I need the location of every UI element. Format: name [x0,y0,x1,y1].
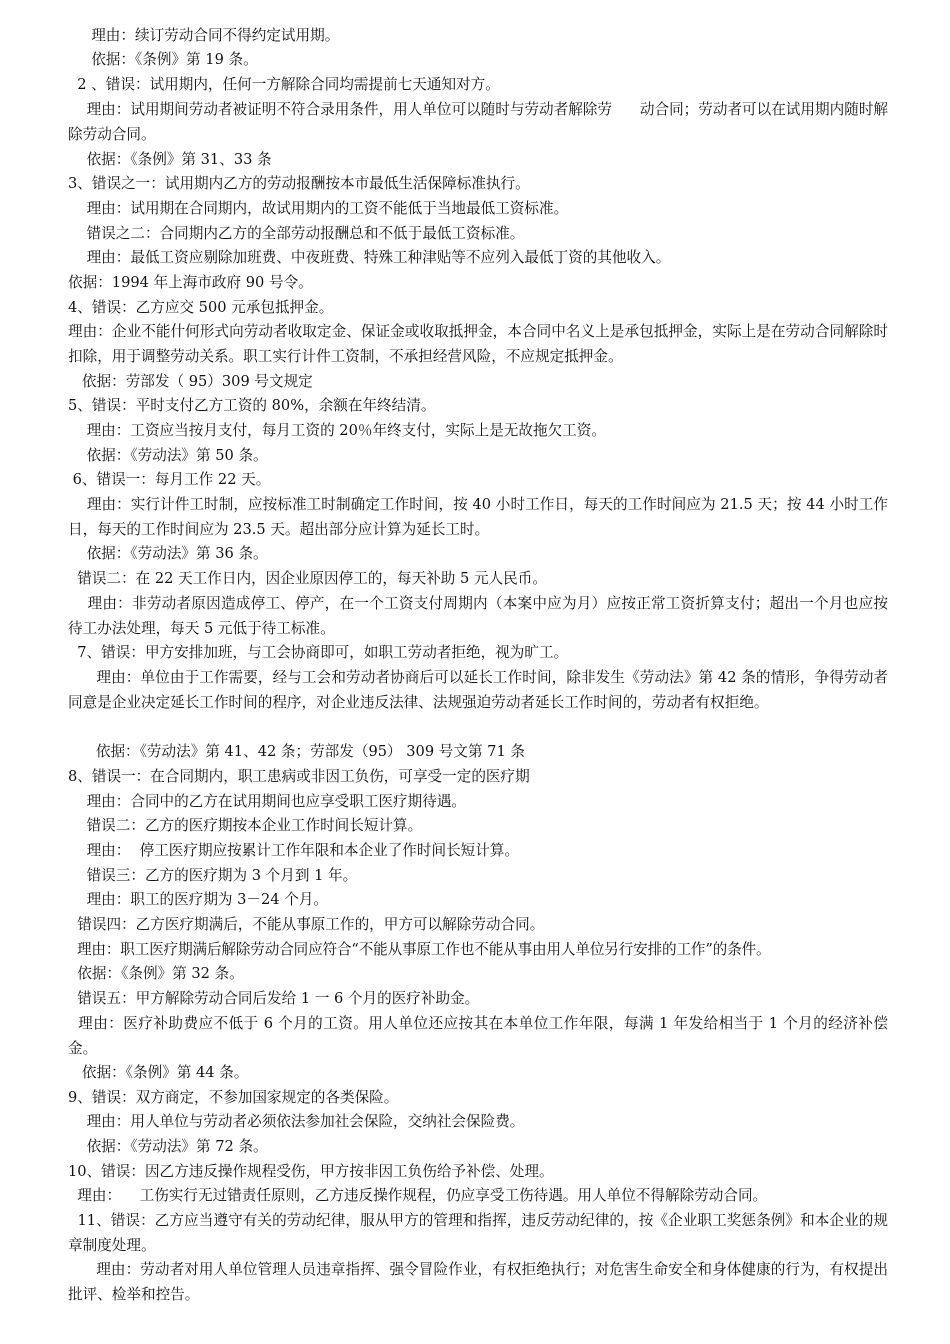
text-line: 6、错误一：每月工作 22 天。 [68,471,271,488]
text-line: 10、错误：因乙方违反操作规程受伤，甲方按非因工负伤给予补偿、处理。 [68,1163,554,1180]
text-line: 理由：劳动者对用人单位管理人员违章指挥、强令冒险作业，有权拒绝执行；对危害生命安全和身体健康的行为，有权提出批评、检举和控告。 [68,1261,888,1303]
text-line: 错误之二：合同期内乙方的全部劳动报酬总和不低于最低工资标准。 [68,225,525,242]
text-line: 5、错误：平时支付乙方工资的 80%，余额在年终结清。 [68,397,436,414]
text-line: 依据：《条例》第 31、33 条 [68,151,272,168]
text-line: 依据：《劳动法》第 41、42 条；劳部发（95） 309 号文第 71 条 [68,743,525,760]
text-line: 依据：1994 年上海市政府 90 号令。 [68,274,313,291]
text-line: 4、错误：乙方应交 500 元承包抵押金。 [68,299,334,316]
text-line: 理由：工资应当按月支付，每月工资的 20％年终支付，实际上是无故拖欠工资。 [68,422,606,439]
text-line: 11、错误：乙方应当遵守有关的劳动纪律，服从甲方的管理和指挥，违反劳动纪律的，按《企业职工奖惩条例》和本企业的规章制度处理。 [68,1212,889,1254]
text-line: 理由：续订劳动合同不得约定试用期。 [68,27,340,44]
text-line: 理由：最低工资应剔除加班费、中夜班费、特殊工种津贴等不应列入最低丁资的其他收入。 [68,249,671,266]
text-line: 错误五：甲方解除劳动合同后发给 1 一 6 个月的医疗补助金。 [68,990,480,1007]
text-line: 理由：非劳动者原因造成停工、停产，在一个工资支付周期内（本案中应为月）应按正常工资折算支付；超出一个月也应按待工办法处理，每天 5 元低于待工标准。 [68,595,888,637]
text-line: 8、错误一：在合同期内，职工患病或非因工负伤，可享受一定的医疗期 [68,768,530,785]
text-line: 依据：劳部发（ 95）309 号文规定 [68,373,313,390]
text-line: 9、错误：双方商定，不参加国家规定的各类保险。 [68,1089,399,1106]
text-line: 依据：《条例》第 32 条。 [68,965,244,982]
text-line: 理由：合同中的乙方在试用期间也应享受职工医疗期待遇。 [68,793,467,810]
text-line: 错误四：乙方医疗期满后，不能从事原工作的，甲方可以解除劳动合同。 [68,916,545,933]
text-line: 理由： 停工医疗期应按累计工作年限和本企业了作时间长短计算。 [68,842,520,859]
text-line: 依据：《条例》第 19 条。 [68,51,258,68]
text-line: 理由：试用期间劳动者被证明不符合录用条件，用人单位可以随时与劳动者解除劳 动合同；劳动者可以在试用期内随时解除劳动合同。 [68,101,889,143]
text-line: 7、错误：甲方安排加班，与工会协商即可，如职工劳动者拒绝，视为旷工。 [68,644,569,661]
text-line: 理由：职工的医疗期为 3－24 个月。 [68,891,329,908]
text-line: 错误二：乙方的医疗期按本企业工作时间长短计算。 [68,817,423,834]
text-line: 理由：实行计件工时制，应按标准工时制确定工作时间，按 40 小时工作日，每天的工作时间应为 21.5 天；按 44 小时工作日，每天的工作时间应为 23.5 天。超出部分应计算为延长工时。 [68,496,888,538]
text-line: 理由：试用期在合同期内，故试用期内的工资不能低于当地最低工资标准。 [68,200,569,217]
text-line: 理由：医疗补助费应不低于 6 个月的工资。用人单位还应按其在本单位工作年限，每满 1 年发给相当于 1 个月的经济补偿金。 [68,1015,888,1057]
text-line: 依据：《条例》第 44 条。 [68,1064,249,1081]
text-line: 依据：《劳动法》第 36 条。 [68,545,268,562]
text-line: 错误三：乙方的医疗期为 3 个月到 1 年。 [68,867,358,884]
text-line: 2 、错误：试用期内，任何一方解除合同均需提前七天通知对方。 [68,76,500,93]
text-line: 依据：《劳动法》第 50 条。 [68,447,268,464]
text-line: 错误二：在 22 天工作日内，因企业原因停工的，每天补助 5 元人民币。 [68,570,547,587]
text-line: 依据：《劳动法》第 72 条。 [68,1138,268,1155]
text-line: 理由：企业不能什何形式向劳动者收取定金、保证金或收取抵押金，本合同中名义上是承包抵押金，实际上是在劳动合同解除时扣除，用于调整劳动关系。职工实行计件工资制，不承担经营风险，不应规定抵押金。 [68,323,888,365]
text-line: 3、错误之一：试用期内乙方的劳动报酬按本市最低生活保障标准执行。 [68,175,530,192]
text-line: 理由：用人单位与劳动者必须依法参加社会保险，交纳社会保险费。 [68,1113,525,1130]
text-line: 理由： 工伤实行无过错责任原则，乙方违反操作规程，仍应享受工伤待遇。用人单位不得解除劳动合同。 [68,1187,768,1204]
text-line: 理由：职工医疗期满后解除劳动合同应符合“不能从事原工作也不能从事由用人单位另行安排的工作”的条件。 [68,941,771,958]
text-line: 理由：单位由于工作需要，经与工会和劳动者协商后可以延长工作时间，除非发生《劳动法》第 42 条的情形，争得劳动者同意是企业决定延长工作时间的程序，对企业违反法律、法规强迫劳动者延长工作时间的，劳动者有权拒绝。 [68,669,888,711]
